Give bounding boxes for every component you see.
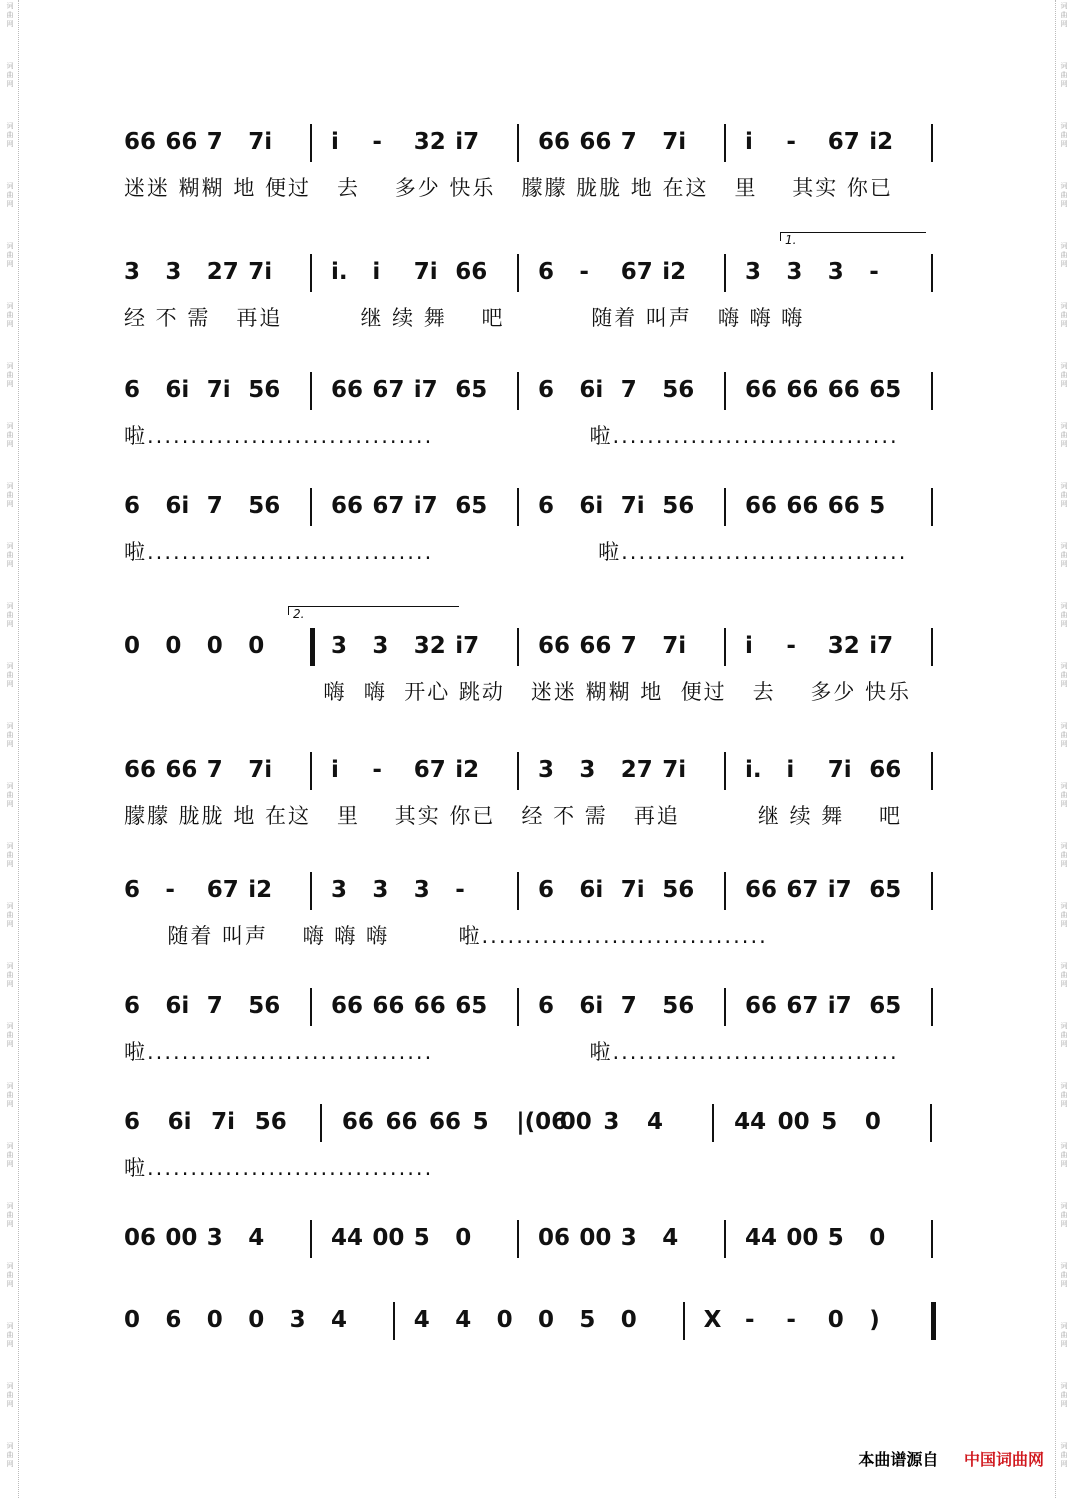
note: 7 [206,493,223,519]
note: 27 [206,259,239,285]
note: 66 [745,377,778,403]
note: i7 [413,377,438,403]
note: 6 [538,377,555,403]
watermark-text: 词 曲 网 [6,1082,14,1108]
lyrics-line: 迷迷 糊糊 地 便过 去 多少 快乐 朦朦 胧胧 地 在这 里 其实 你已 [124,176,893,200]
bar-line [712,1104,714,1142]
notation-line [0,632,1074,672]
note: 0 [869,1225,886,1251]
note: 7i [248,757,273,783]
note: 56 [662,993,695,1019]
note: i7 [827,993,852,1019]
note: 6i [579,493,604,519]
note: 0 [124,633,141,659]
lyrics-line: 啦................................. [124,1156,434,1180]
bar-line [930,1104,932,1142]
note: 5 [413,1225,430,1251]
bar-line [517,124,519,162]
watermark-text: 词 曲 网 [6,782,14,808]
lyrics-line: 嗨 嗨 开心 跳动 迷迷 糊糊 地 便过 去 多少 快乐 [124,680,912,704]
note: 0 [496,1307,513,1333]
note: 5 [472,1109,489,1135]
note: 66 [331,377,364,403]
note: i7 [455,129,480,155]
note: i7 [869,633,894,659]
note: 6 [165,1307,182,1333]
watermark-text: 词 曲 网 [1060,842,1068,868]
note: 3 [331,877,348,903]
bar-line [931,488,933,526]
note: 4 [455,1307,472,1333]
note: 66 [745,993,778,1019]
note: 4 [646,1109,663,1135]
watermark-text: 词 曲 网 [6,422,14,448]
lyrics-line: 随着 叫声 嗨 嗨 嗨 啦................................. [124,924,768,948]
note: 5 [579,1307,596,1333]
note: 66 [538,633,571,659]
note: 3 [206,1225,223,1251]
watermark-text: 词 曲 网 [1060,1022,1068,1048]
volta-label: 1. [785,233,797,247]
note: i2 [869,129,894,155]
note: 0 [538,1307,555,1333]
watermark-text: 词 曲 网 [1060,1322,1068,1348]
watermark-text: 词 曲 网 [6,302,14,328]
note: 65 [455,377,488,403]
notation-line [0,1306,1074,1346]
note: 6i [165,377,190,403]
bar-line [931,1302,936,1340]
note: 7 [206,757,223,783]
note: 65 [869,877,902,903]
bar-line [517,1220,519,1258]
note: 0 [827,1307,844,1333]
note: 0 [124,1307,141,1333]
note: 3 [413,877,430,903]
note: 7i [413,259,438,285]
note: 67 [413,757,446,783]
note: 00 [372,1225,405,1251]
lyrics-line: 啦................................. 啦................................. [124,1040,899,1064]
note: 66 [429,1109,462,1135]
note: 7i [248,129,273,155]
watermark-text: 词 曲 网 [6,242,14,268]
note: 6 [124,877,141,903]
watermark-text: 词 曲 网 [6,122,14,148]
footer [858,1447,1044,1470]
note: 56 [662,493,695,519]
note: - [165,877,175,903]
volta-bracket [780,232,926,247]
bar-line [310,1220,312,1258]
bar-line [517,628,519,666]
note: 00 [559,1109,592,1135]
watermark-text: 词 曲 网 [6,542,14,568]
bar-line [931,254,933,292]
notation-line [0,876,1074,916]
note: 67 [786,877,819,903]
note: 7i [620,493,645,519]
note: i [745,633,753,659]
note: 6 [538,493,555,519]
note: 6 [538,259,555,285]
note: - [455,877,465,903]
note: i [331,129,339,155]
note: 5 [821,1109,838,1135]
note: 66 [786,493,819,519]
note: 44 [745,1225,778,1251]
watermark-text: 词 曲 网 [6,1322,14,1348]
notation-line [0,492,1074,532]
bar-line [310,488,312,526]
watermark-text: 词 曲 网 [1060,662,1068,688]
bar-line [724,124,726,162]
note: 6i [165,493,190,519]
note: 56 [662,877,695,903]
notation-line [0,992,1074,1032]
note: 66 [165,129,198,155]
note: 4 [662,1225,679,1251]
note: 66 [385,1109,418,1135]
note: 7 [620,129,637,155]
note: 65 [455,993,488,1019]
note: 6i [579,377,604,403]
note: 3 [124,259,141,285]
bar-line [310,752,312,790]
note: 6i [165,993,190,1019]
bar-line [931,1220,933,1258]
notation-line [0,258,1074,298]
note: 3 [786,259,803,285]
note: 7 [206,993,223,1019]
bar-line [931,988,933,1026]
note: 67 [206,877,239,903]
note: 5 [827,1225,844,1251]
bar-line [931,872,933,910]
note: i [372,259,381,285]
watermark-text: 词 曲 网 [6,662,14,688]
bar-line [320,1104,322,1142]
note: i [786,757,795,783]
lyrics-line: 朦朦 胧胧 地 在这 里 其实 你已 经 不 需 再追 继 续 舞 吧 [124,804,902,828]
note: X [703,1307,722,1333]
note: - [786,1307,796,1333]
note: 3 [372,633,389,659]
bar-line [724,752,726,790]
note: 00 [777,1109,810,1135]
note: 00 [165,1225,198,1251]
note: ) [869,1307,880,1333]
watermark-text: 词 曲 网 [6,722,14,748]
watermark-text: 词 曲 网 [6,182,14,208]
note: 66 [538,129,571,155]
note: 66 [341,1109,374,1135]
note: 7 [620,377,637,403]
lyrics-line: 啦................................. 啦................................. [124,540,908,564]
note: 65 [869,993,902,1019]
note: 67 [786,993,819,1019]
note: - [372,129,382,155]
watermark-text: 词 曲 网 [1060,962,1068,988]
note: 0 [165,633,182,659]
note: 3 [165,259,182,285]
notation-line [0,1108,1074,1148]
note: 66 [124,757,157,783]
watermark-text: 词 曲 网 [1060,182,1068,208]
right-watermark-strip [1055,0,1072,1498]
note: i. [745,757,762,783]
note: 67 [620,259,653,285]
watermark-text: 词 曲 网 [1060,422,1068,448]
watermark-text: 词 曲 网 [1060,122,1068,148]
note: 3 [579,757,596,783]
watermark-text: 词 曲 网 [6,482,14,508]
watermark-text: 词 曲 网 [6,1202,14,1228]
notation-line [0,756,1074,796]
note: 7i [206,377,231,403]
note: 3 [603,1109,620,1135]
bar-line [517,872,519,910]
bar-line [310,372,312,410]
watermark-text: 词 曲 网 [6,362,14,388]
note: 6 [124,493,141,519]
note: |(06 [516,1109,568,1135]
note: i. [331,259,348,285]
note: 32 [413,633,446,659]
note: 6 [124,993,141,1019]
note: 66 [372,993,405,1019]
note: 66 [413,993,446,1019]
note: 00 [579,1225,612,1251]
bar-line [931,752,933,790]
watermark-text: 词 曲 网 [1060,1142,1068,1168]
note: 0 [864,1109,881,1135]
note: - [579,259,589,285]
bar-line [517,372,519,410]
note: 6i [579,877,604,903]
left-watermark-strip [2,0,19,1498]
bar-line [724,488,726,526]
note: 3 [538,757,555,783]
note: 56 [248,493,281,519]
watermark-text: 词 曲 网 [6,1382,14,1408]
note: 6i [167,1109,192,1135]
bar-line [310,872,312,910]
bar-line [931,372,933,410]
note: 56 [248,377,281,403]
note: 6 [124,377,141,403]
watermark-text: 词 曲 网 [6,902,14,928]
bar-line [724,628,726,666]
bar-line [310,628,315,666]
note: 66 [331,993,364,1019]
note: 7i [662,757,687,783]
note: 27 [620,757,653,783]
note: 6 [538,993,555,1019]
watermark-text: 词 曲 网 [1060,542,1068,568]
note: i7 [413,493,438,519]
watermark-text: 词 曲 网 [1060,242,1068,268]
note: 0 [620,1307,637,1333]
bar-line [310,254,312,292]
note: i2 [455,757,480,783]
note: i2 [248,877,273,903]
bar-line [724,872,726,910]
note: i [745,129,753,155]
note: 4 [331,1307,348,1333]
note: 44 [734,1109,767,1135]
watermark-text: 词 曲 网 [1060,1442,1068,1468]
watermark-text: 词 曲 网 [1060,62,1068,88]
note: 32 [827,633,860,659]
watermark-text: 词 曲 网 [1060,902,1068,928]
bar-line [724,1220,726,1258]
note: 66 [827,493,860,519]
note: 66 [869,757,902,783]
lyrics-line: 经 不 需 再追 继 续 舞 吧 随着 叫声 嗨 嗨 嗨 [124,306,805,330]
note: 67 [372,493,405,519]
note: 56 [662,377,695,403]
bar-line [517,254,519,292]
note: 56 [254,1109,287,1135]
bar-line [724,988,726,1026]
watermark-text: 词 曲 网 [6,842,14,868]
note: 0 [248,633,265,659]
note: 3 [331,633,348,659]
note: 7 [620,993,637,1019]
note: i7 [455,633,480,659]
note: 66 [745,877,778,903]
watermark-text: 词 曲 网 [1060,1082,1068,1108]
watermark-text: 词 曲 网 [6,1442,14,1468]
note: 06 [538,1225,571,1251]
note: 0 [455,1225,472,1251]
note: 44 [331,1225,364,1251]
note: 3 [289,1307,306,1333]
note: 7i [662,633,687,659]
note: i2 [662,259,687,285]
note: i7 [827,877,852,903]
watermark-text: 词 曲 网 [1060,722,1068,748]
bar-line [724,254,726,292]
note: 4 [248,1225,265,1251]
note: - [869,259,879,285]
watermark-text: 词 曲 网 [1060,1382,1068,1408]
note: 3 [827,259,844,285]
watermark-text: 词 曲 网 [6,62,14,88]
note: 6i [579,993,604,1019]
bar-line [310,988,312,1026]
note: 66 [579,633,612,659]
watermark-text: 词 曲 网 [6,2,14,28]
bar-line [517,752,519,790]
note: 7i [211,1109,236,1135]
volta-bracket [288,606,459,621]
bar-line [931,124,933,162]
note: 00 [786,1225,819,1251]
watermark-text: 词 曲 网 [1060,602,1068,628]
note: 7i [827,757,852,783]
note: 66 [455,259,488,285]
note: i [331,757,339,783]
note: 3 [620,1225,637,1251]
bar-line [310,124,312,162]
note: 3 [372,877,389,903]
watermark-text: 词 曲 网 [1060,1262,1068,1288]
note: 66 [579,129,612,155]
note: 56 [248,993,281,1019]
note: 66 [165,757,198,783]
note: 65 [869,377,902,403]
watermark-text: 词 曲 网 [1060,1202,1068,1228]
notation-line [0,1224,1074,1264]
bar-line [931,628,933,666]
note: 4 [413,1307,430,1333]
note: 7i [662,129,687,155]
watermark-text: 词 曲 网 [1060,302,1068,328]
note: 7 [206,129,223,155]
note: 67 [372,377,405,403]
note: 3 [745,259,762,285]
bar-line [683,1302,685,1340]
note: 7 [620,633,637,659]
note: 6 [538,877,555,903]
footer-source: 本曲谱源自 [858,1450,939,1469]
note: 0 [248,1307,265,1333]
notation-line [0,376,1074,416]
note: 66 [786,377,819,403]
note: 67 [827,129,860,155]
note: 0 [206,1307,223,1333]
note: 66 [827,377,860,403]
watermark-text: 词 曲 网 [6,962,14,988]
watermark-text: 词 曲 网 [1060,482,1068,508]
note: 6 [124,1109,141,1135]
watermark-text: 词 曲 网 [6,602,14,628]
watermark-text: 词 曲 网 [1060,782,1068,808]
note: - [786,633,796,659]
watermark-text: 词 曲 网 [6,1142,14,1168]
note: - [786,129,796,155]
note: 0 [206,633,223,659]
note: - [372,757,382,783]
bar-line [517,988,519,1026]
footer-brand: 中国词曲网 [963,1450,1044,1469]
note: 66 [331,493,364,519]
watermark-text: 词 曲 网 [1060,362,1068,388]
note: 06 [124,1225,157,1251]
bar-line [393,1302,395,1340]
note: 66 [124,129,157,155]
bar-line [517,488,519,526]
lyrics-line: 啦................................. 啦................................. [124,424,899,448]
note: 5 [869,493,886,519]
watermark-text: 词 曲 网 [6,1022,14,1048]
watermark-text: 词 曲 网 [6,1262,14,1288]
volta-label: 2. [293,607,305,621]
note: 7i [620,877,645,903]
note: 66 [745,493,778,519]
note: 7i [248,259,273,285]
notation-line [0,128,1074,168]
note: 32 [413,129,446,155]
bar-line [724,372,726,410]
note: 65 [455,493,488,519]
note: - [745,1307,755,1333]
watermark-text: 词 曲 网 [1060,2,1068,28]
